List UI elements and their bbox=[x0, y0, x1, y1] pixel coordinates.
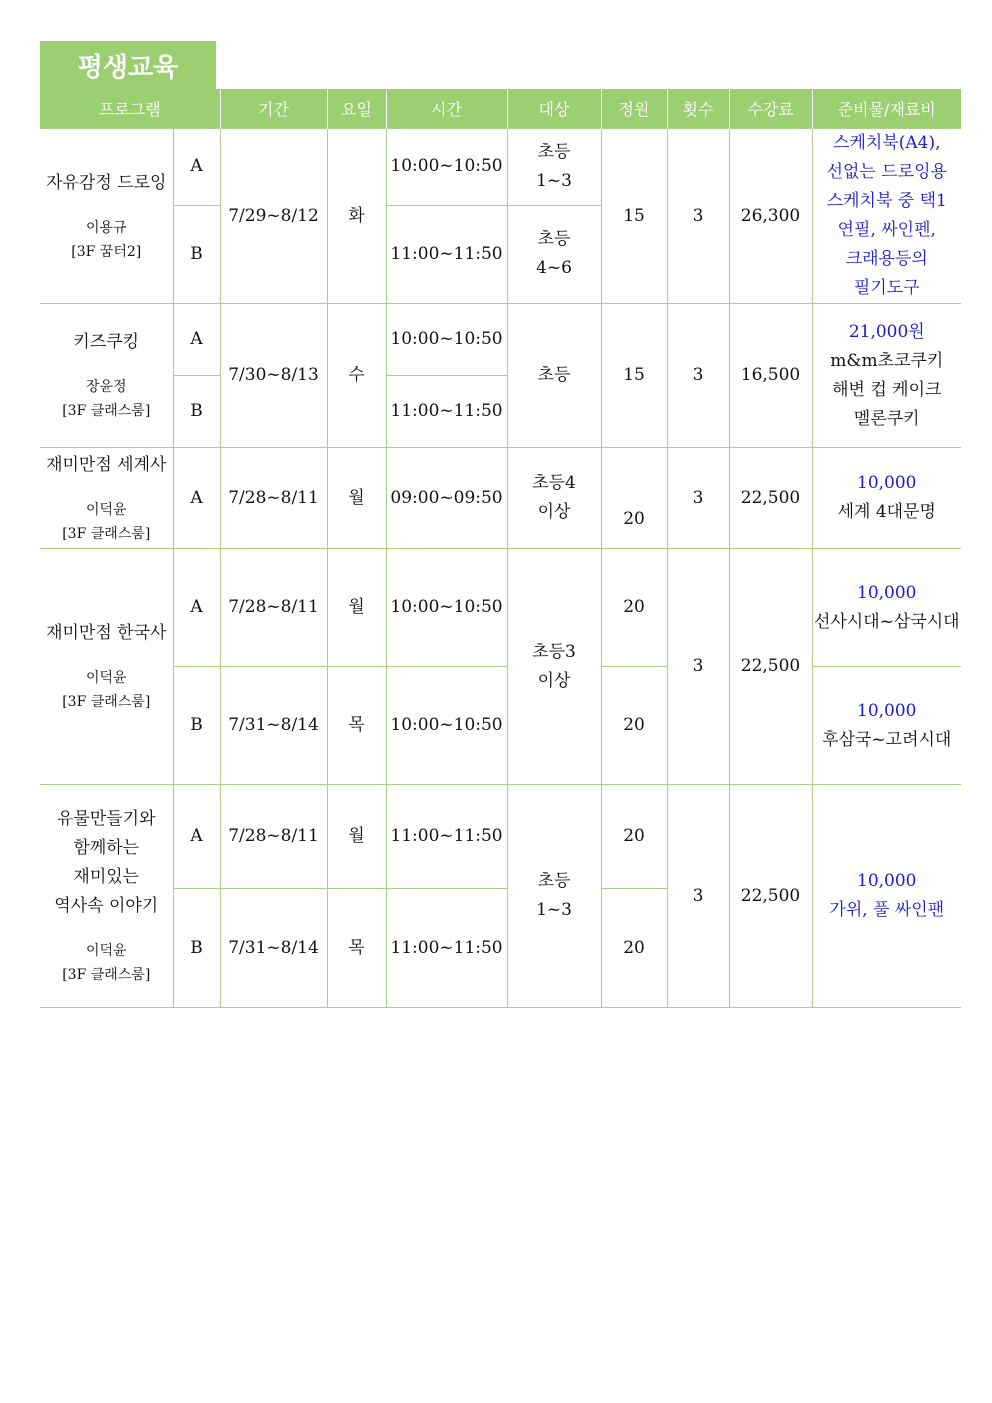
materials-cell bbox=[812, 667, 961, 785]
table-row bbox=[40, 667, 961, 785]
materials-line: 스케치북(A4), bbox=[833, 133, 941, 153]
count-cell: 3 bbox=[667, 304, 729, 448]
time-cell: 10:00~10:50 bbox=[386, 304, 507, 376]
target-cell bbox=[507, 129, 601, 206]
materials-line: 해변 컵 케이크 bbox=[832, 379, 942, 400]
header-time: 시간 bbox=[386, 89, 507, 129]
section-label: B bbox=[173, 667, 220, 785]
capacity-cell: 20 bbox=[601, 889, 667, 1008]
section-label: A bbox=[173, 549, 220, 667]
materials-price: 10,000 bbox=[857, 582, 917, 603]
materials-price: 10,000 bbox=[857, 700, 917, 721]
section-label: A bbox=[173, 129, 220, 206]
time-cell: 09:00~09:50 bbox=[386, 448, 507, 549]
header-materials: 준비물/재료비 bbox=[812, 89, 961, 129]
materials-line: 멜론쿠키 bbox=[853, 408, 920, 429]
program-room: [3F 클래스룸] bbox=[62, 403, 151, 419]
day-cell: 목 bbox=[327, 667, 386, 785]
materials-cell bbox=[812, 304, 961, 448]
table-row bbox=[40, 304, 961, 376]
target-line: 초등 bbox=[537, 229, 571, 250]
target-cell bbox=[507, 549, 601, 785]
time-cell: 11:00~11:50 bbox=[386, 889, 507, 1008]
table-row bbox=[40, 785, 961, 889]
time-cell: 10:00~10:50 bbox=[386, 549, 507, 667]
count-cell: 3 bbox=[667, 448, 729, 549]
target-cell bbox=[507, 448, 601, 549]
program-name: 유물만들기와 bbox=[56, 809, 156, 829]
program-name: 재미만점 세계사 bbox=[46, 454, 167, 475]
fee-cell: 22,500 bbox=[729, 785, 812, 1008]
time-cell: 10:00~10:50 bbox=[386, 129, 507, 206]
program-cell bbox=[40, 549, 173, 785]
time-cell: 11:00~11:50 bbox=[386, 205, 507, 303]
materials-price: 21,000원 bbox=[848, 321, 925, 342]
period-cell: 7/28~8/11 bbox=[220, 549, 327, 667]
program-cell bbox=[40, 129, 173, 304]
target-line: 초등 bbox=[537, 871, 571, 891]
header-program: 프로그램 bbox=[40, 89, 220, 129]
materials-line: 선사시대~삼국시대 bbox=[813, 611, 960, 632]
target-cell bbox=[507, 785, 601, 1008]
program-teacher: 이덕윤 bbox=[85, 670, 127, 686]
program-teacher: 이용규 bbox=[85, 219, 127, 236]
materials-cell bbox=[812, 129, 961, 304]
header-period: 기간 bbox=[220, 89, 327, 129]
materials-price: 10,000 bbox=[857, 871, 917, 891]
day-cell: 월 bbox=[327, 785, 386, 889]
day-cell: 월 bbox=[327, 549, 386, 667]
materials-cell bbox=[812, 785, 961, 1008]
header-row bbox=[40, 89, 961, 129]
fee-cell: 26,300 bbox=[729, 129, 812, 304]
program-room: [3F 클래스룸] bbox=[62, 525, 151, 542]
program-teacher: 이덕윤 bbox=[85, 943, 127, 959]
target-line: 1~3 bbox=[536, 900, 572, 920]
program-cell bbox=[40, 448, 173, 549]
period-cell: 7/28~8/11 bbox=[220, 448, 327, 549]
count-cell: 3 bbox=[667, 785, 729, 1008]
period-cell: 7/30~8/13 bbox=[220, 304, 327, 448]
time-cell: 10:00~10:50 bbox=[386, 667, 507, 785]
period-cell: 7/28~8/11 bbox=[220, 785, 327, 889]
materials-line: 세계 4대문명 bbox=[837, 502, 936, 522]
materials-cell bbox=[812, 549, 961, 667]
header-target: 대상 bbox=[507, 89, 601, 129]
program-name: 재미있는 bbox=[73, 867, 140, 887]
target-line: 초등4 bbox=[532, 473, 576, 493]
header-day: 요일 bbox=[327, 89, 386, 129]
program-room: [3F 클래스룸] bbox=[62, 694, 151, 710]
section-label: A bbox=[173, 448, 220, 549]
materials-line: m&m초코쿠키 bbox=[830, 350, 944, 371]
fee-cell: 22,500 bbox=[729, 549, 812, 785]
period-cell: 7/31~8/14 bbox=[220, 889, 327, 1008]
target-line: 4~6 bbox=[536, 258, 572, 279]
capacity-cell: 15 bbox=[601, 129, 667, 304]
target-cell bbox=[507, 205, 601, 303]
header-capacity: 정원 bbox=[601, 89, 667, 129]
program-teacher: 이덕윤 bbox=[85, 501, 127, 518]
program-room: [3F 클래스룸] bbox=[62, 967, 151, 983]
period-cell: 7/29~8/12 bbox=[220, 129, 327, 304]
capacity-cell: 20 bbox=[601, 667, 667, 785]
page-title: 평생교육 bbox=[40, 41, 216, 89]
capacity-cell: 20 bbox=[601, 448, 667, 549]
materials-line: 후삼국~고려시대 bbox=[822, 729, 952, 750]
time-cell: 11:00~11:50 bbox=[386, 785, 507, 889]
day-cell: 수 bbox=[327, 304, 386, 448]
day-cell: 목 bbox=[327, 889, 386, 1008]
table-row bbox=[40, 549, 961, 667]
time-cell: 11:00~11:50 bbox=[386, 376, 507, 448]
header-count: 횟수 bbox=[667, 89, 729, 129]
section-label: B bbox=[173, 376, 220, 448]
count-cell: 3 bbox=[667, 549, 729, 785]
table-row bbox=[40, 448, 961, 549]
target-line: 초등 bbox=[537, 141, 571, 162]
target-line: 이상 bbox=[537, 502, 571, 522]
capacity-cell: 15 bbox=[601, 304, 667, 448]
materials-line: 필기도구 bbox=[853, 278, 920, 298]
section-label: A bbox=[173, 304, 220, 376]
count-cell: 3 bbox=[667, 129, 729, 304]
capacity-cell: 20 bbox=[601, 785, 667, 889]
program-name: 키즈쿠킹 bbox=[73, 332, 140, 352]
capacity-cell: 20 bbox=[601, 549, 667, 667]
period-cell: 7/31~8/14 bbox=[220, 667, 327, 785]
program-cell bbox=[40, 304, 173, 448]
program-teacher: 장윤정 bbox=[85, 379, 127, 395]
program-name: 함께하는 bbox=[73, 838, 140, 858]
materials-line: 선없는 드로잉용 bbox=[826, 162, 947, 182]
day-cell: 월 bbox=[327, 448, 386, 549]
program-name: 역사속 이야기 bbox=[54, 896, 159, 916]
program-room: [3F 꿈터2] bbox=[71, 243, 142, 260]
fee-cell: 22,500 bbox=[729, 448, 812, 549]
materials-line: 가위, 풀 싸인팬 bbox=[829, 900, 945, 920]
target-line: 초등3 bbox=[532, 641, 576, 662]
materials-line: 연필, 싸인펜, bbox=[837, 220, 936, 240]
header-fee: 수강료 bbox=[729, 89, 812, 129]
materials-line: 스케치북 중 택1 bbox=[826, 191, 947, 211]
target-line: 1~3 bbox=[536, 170, 572, 191]
section-label: B bbox=[173, 889, 220, 1008]
section-label: A bbox=[173, 785, 220, 889]
target-line: 이상 bbox=[537, 670, 571, 691]
section-label: B bbox=[173, 205, 220, 303]
materials-line: 크래용등의 bbox=[845, 249, 928, 269]
program-name: 재미만점 한국사 bbox=[46, 623, 167, 643]
schedule-table bbox=[40, 89, 961, 1008]
table-row bbox=[40, 129, 961, 206]
program-name: 자유감정 드로잉 bbox=[46, 172, 167, 193]
materials-price: 10,000 bbox=[857, 473, 917, 493]
materials-cell bbox=[812, 448, 961, 549]
program-cell bbox=[40, 785, 173, 1008]
fee-cell: 16,500 bbox=[729, 304, 812, 448]
day-cell: 화 bbox=[327, 129, 386, 304]
target-cell: 초등 bbox=[507, 304, 601, 448]
